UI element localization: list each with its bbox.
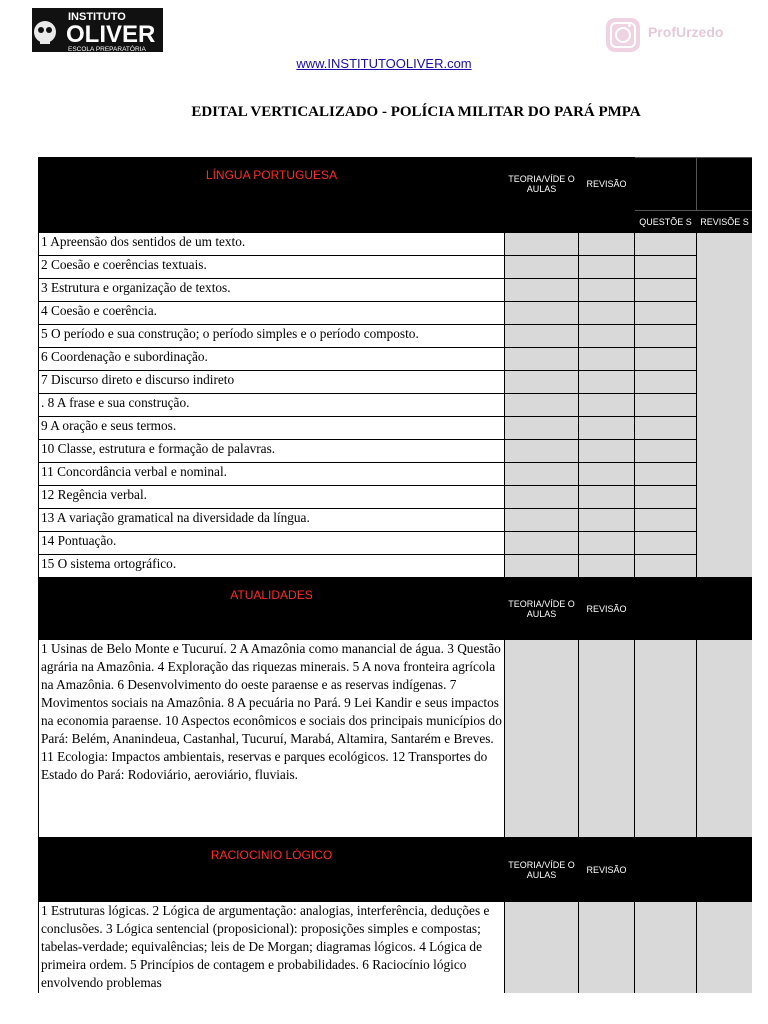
social-handle: ProfUrzedo — [648, 24, 724, 40]
topic-text: 10 Classe, estrutura e formação de palavras. — [39, 440, 505, 463]
topic-text: 5 O período e sua construção; o período simples e o período composto. — [39, 325, 505, 348]
check-cell-questoes[interactable] — [635, 902, 697, 994]
website-line — [0, 56, 768, 71]
check-cell-revisao[interactable] — [579, 509, 635, 532]
topic-row — [39, 302, 753, 325]
col-questoes-header: QUESTÕE S — [635, 211, 697, 233]
check-cell-questoes[interactable] — [635, 302, 697, 325]
check-cell-questoes[interactable] — [635, 394, 697, 417]
header-blank-cell — [697, 578, 753, 640]
check-cell-teoria[interactable] — [505, 486, 579, 509]
col-teoria-header: TEORIA/VÍDE O AULAS — [505, 578, 579, 640]
study-checklist-sheet — [38, 157, 752, 993]
check-cell-teoria[interactable] — [505, 902, 579, 994]
topic-text: 4 Coesão e coerência. — [39, 302, 505, 325]
portugues-header-row — [39, 158, 753, 211]
check-cell-revisoes[interactable] — [697, 902, 753, 994]
topic-text: 6 Coordenação e subordinação. — [39, 348, 505, 371]
header-blank-cell — [635, 838, 697, 902]
atualidades-header-row — [39, 578, 753, 640]
check-cell-teoria[interactable] — [505, 233, 579, 256]
topic-row — [39, 440, 753, 463]
topic-text: 1 Estruturas lógicas. 2 Lógica de argumentação: analogias, interferência, deduções e conclusões. 3 Lógica sentencial (proposicional): proposições simples e compostas; tabelas-verdade; equivalências; leis de De Morgan; diagramas lógicos. 4 Lógica de primeira ordem. 5 Princípios de contagem e probabilidades. 6 Raciocínio lógico envolvendo problemas — [39, 902, 505, 994]
website-link[interactable]: www.INSTITUTOOLIVER.com — [296, 56, 472, 71]
col-revisoes-header: REVISÕE S — [697, 211, 753, 233]
topic-row — [39, 555, 753, 578]
header-blank-cell — [579, 211, 635, 233]
check-cell-revisao[interactable] — [579, 486, 635, 509]
check-cell-questoes[interactable] — [635, 256, 697, 279]
col-teoria-header: TEORIA/VÍDE O AULAS — [505, 838, 579, 902]
topic-text: 1 Apreensão dos sentidos de um texto. — [39, 233, 505, 256]
check-cell-revisao[interactable] — [579, 902, 635, 994]
col-revisao-header: REVISÃO — [579, 158, 635, 211]
topic-row — [39, 325, 753, 348]
check-cell-questoes[interactable] — [635, 348, 697, 371]
instagram-icon — [606, 18, 640, 52]
check-cell-revisao[interactable] — [579, 325, 635, 348]
header-blank-cell — [697, 838, 753, 902]
checklist-table — [38, 157, 752, 993]
topic-row — [39, 279, 753, 302]
header-blank-cell — [697, 158, 753, 211]
check-cell-teoria[interactable] — [505, 509, 579, 532]
check-cell-teoria[interactable] — [505, 256, 579, 279]
check-cell-questoes[interactable] — [635, 279, 697, 302]
check-cell-revisao[interactable] — [579, 440, 635, 463]
check-cell-questoes[interactable] — [635, 640, 697, 838]
check-cell-questoes[interactable] — [635, 325, 697, 348]
topic-text: . 8 A frase e sua construção. — [39, 394, 505, 417]
check-cell-revisao[interactable] — [579, 417, 635, 440]
section-title-portugues: LÍNGUA PORTUGUESA — [39, 158, 505, 233]
topic-text: 3 Estrutura e organização de textos. — [39, 279, 505, 302]
raciocinio-header-row — [39, 838, 753, 902]
topic-text: 11 Concordância verbal e nominal. — [39, 463, 505, 486]
topic-text: 2 Coesão e coerências textuais. — [39, 256, 505, 279]
check-cell-revisao[interactable] — [579, 302, 635, 325]
topic-row — [39, 486, 753, 509]
check-cell-questoes[interactable] — [635, 555, 697, 578]
check-cell-questoes[interactable] — [635, 532, 697, 555]
check-cell-teoria[interactable] — [505, 279, 579, 302]
check-cell-revisao[interactable] — [579, 640, 635, 838]
check-cell-teoria[interactable] — [505, 348, 579, 371]
topic-text: 9 A oração e seus termos. — [39, 417, 505, 440]
document-title: EDITAL VERTICALIZADO - POLÍCIA MILITAR DO PARÁ PMPA — [191, 104, 641, 120]
topic-text: 14 Pontuação. — [39, 532, 505, 555]
section-title-atualidades: ATUALIDADES — [39, 578, 505, 640]
check-cell-teoria[interactable] — [505, 325, 579, 348]
check-cell-teoria[interactable] — [505, 532, 579, 555]
check-cell-revisao[interactable] — [579, 279, 635, 302]
check-cell-teoria[interactable] — [505, 555, 579, 578]
check-cell-revisao[interactable] — [579, 256, 635, 279]
topic-row — [39, 417, 753, 440]
check-cell-questoes[interactable] — [635, 486, 697, 509]
check-cell-revisao[interactable] — [579, 348, 635, 371]
topic-row — [39, 463, 753, 486]
instituto-oliver-logo — [30, 6, 165, 54]
check-cell-revisao[interactable] — [579, 394, 635, 417]
header-blank-cell — [635, 578, 697, 640]
check-cell-questoes[interactable] — [635, 233, 697, 256]
check-cell-revisoes[interactable] — [697, 233, 753, 578]
check-cell-revisao[interactable] — [579, 371, 635, 394]
topic-row — [39, 371, 753, 394]
section-title-raciocinio: RACIOCINIO LÓGICO — [39, 838, 505, 902]
check-cell-teoria[interactable] — [505, 463, 579, 486]
check-cell-teoria[interactable] — [505, 302, 579, 325]
topic-row — [39, 394, 753, 417]
topic-row — [39, 902, 753, 994]
check-cell-teoria[interactable] — [505, 640, 579, 838]
topic-row — [39, 233, 753, 256]
topic-row — [39, 256, 753, 279]
check-cell-questoes[interactable] — [635, 463, 697, 486]
topic-row — [39, 348, 753, 371]
check-cell-revisao[interactable] — [579, 555, 635, 578]
topic-row — [39, 532, 753, 555]
topic-text: 13 A variação gramatical na diversidade da língua. — [39, 509, 505, 532]
check-cell-revisao[interactable] — [579, 463, 635, 486]
header-blank-cell — [505, 211, 579, 233]
col-revisao-header: REVISÃO — [579, 578, 635, 640]
col-teoria-header: TEORIA/VÍDE O AULAS — [505, 158, 579, 211]
logo-sub-text: ESCOLA PREPARATÓRIA — [68, 46, 146, 53]
logo-main-text: OLIVER — [66, 21, 156, 48]
topic-text: 12 Regência verbal. — [39, 486, 505, 509]
check-cell-questoes[interactable] — [635, 440, 697, 463]
check-cell-questoes[interactable] — [635, 509, 697, 532]
check-cell-teoria[interactable] — [505, 371, 579, 394]
header-blank-cell — [635, 158, 697, 211]
topic-row — [39, 509, 753, 532]
check-cell-questoes[interactable] — [635, 371, 697, 394]
check-cell-revisao[interactable] — [579, 233, 635, 256]
check-cell-revisao[interactable] — [579, 532, 635, 555]
logo-top-text: INSTITUTO — [68, 11, 126, 23]
check-cell-questoes[interactable] — [635, 417, 697, 440]
check-cell-teoria[interactable] — [505, 417, 579, 440]
check-cell-teoria[interactable] — [505, 394, 579, 417]
topic-text: 1 Usinas de Belo Monte e Tucuruí. 2 A Amazônia como manancial de água. 3 Questão agrária na Amazônia. 4 Exploração das riquezas minerais. 5 A nova fronteira agrícola na Amazônia. 6 Desenvolvimento do oeste paraense e as reservas indígenas. 7 Movimentos sociais na Amazônia. 8 A pecuária no Pará. 9 Lei Kandir e seus impactos na economia paraense. 10 Aspectos econômicos e sociais dos principais municípios do Pará: Belém, Ananindeua, Castanhal, Tucuruí, Marabá, Altamira, Santarém e Breves. 11 Ecologia: Impactos ambientais, reservas e parques ecológicos. 12 Transportes do Estado do Pará: Rodoviário, aeroviário, fluviais. — [39, 640, 505, 838]
check-cell-teoria[interactable] — [505, 440, 579, 463]
topic-row — [39, 640, 753, 838]
topic-text: 15 O sistema ortográfico. — [39, 555, 505, 578]
topic-text: 7 Discurso direto e discurso indireto — [39, 371, 505, 394]
col-revisao-header: REVISÃO — [579, 838, 635, 902]
check-cell-revisoes[interactable] — [697, 640, 753, 838]
